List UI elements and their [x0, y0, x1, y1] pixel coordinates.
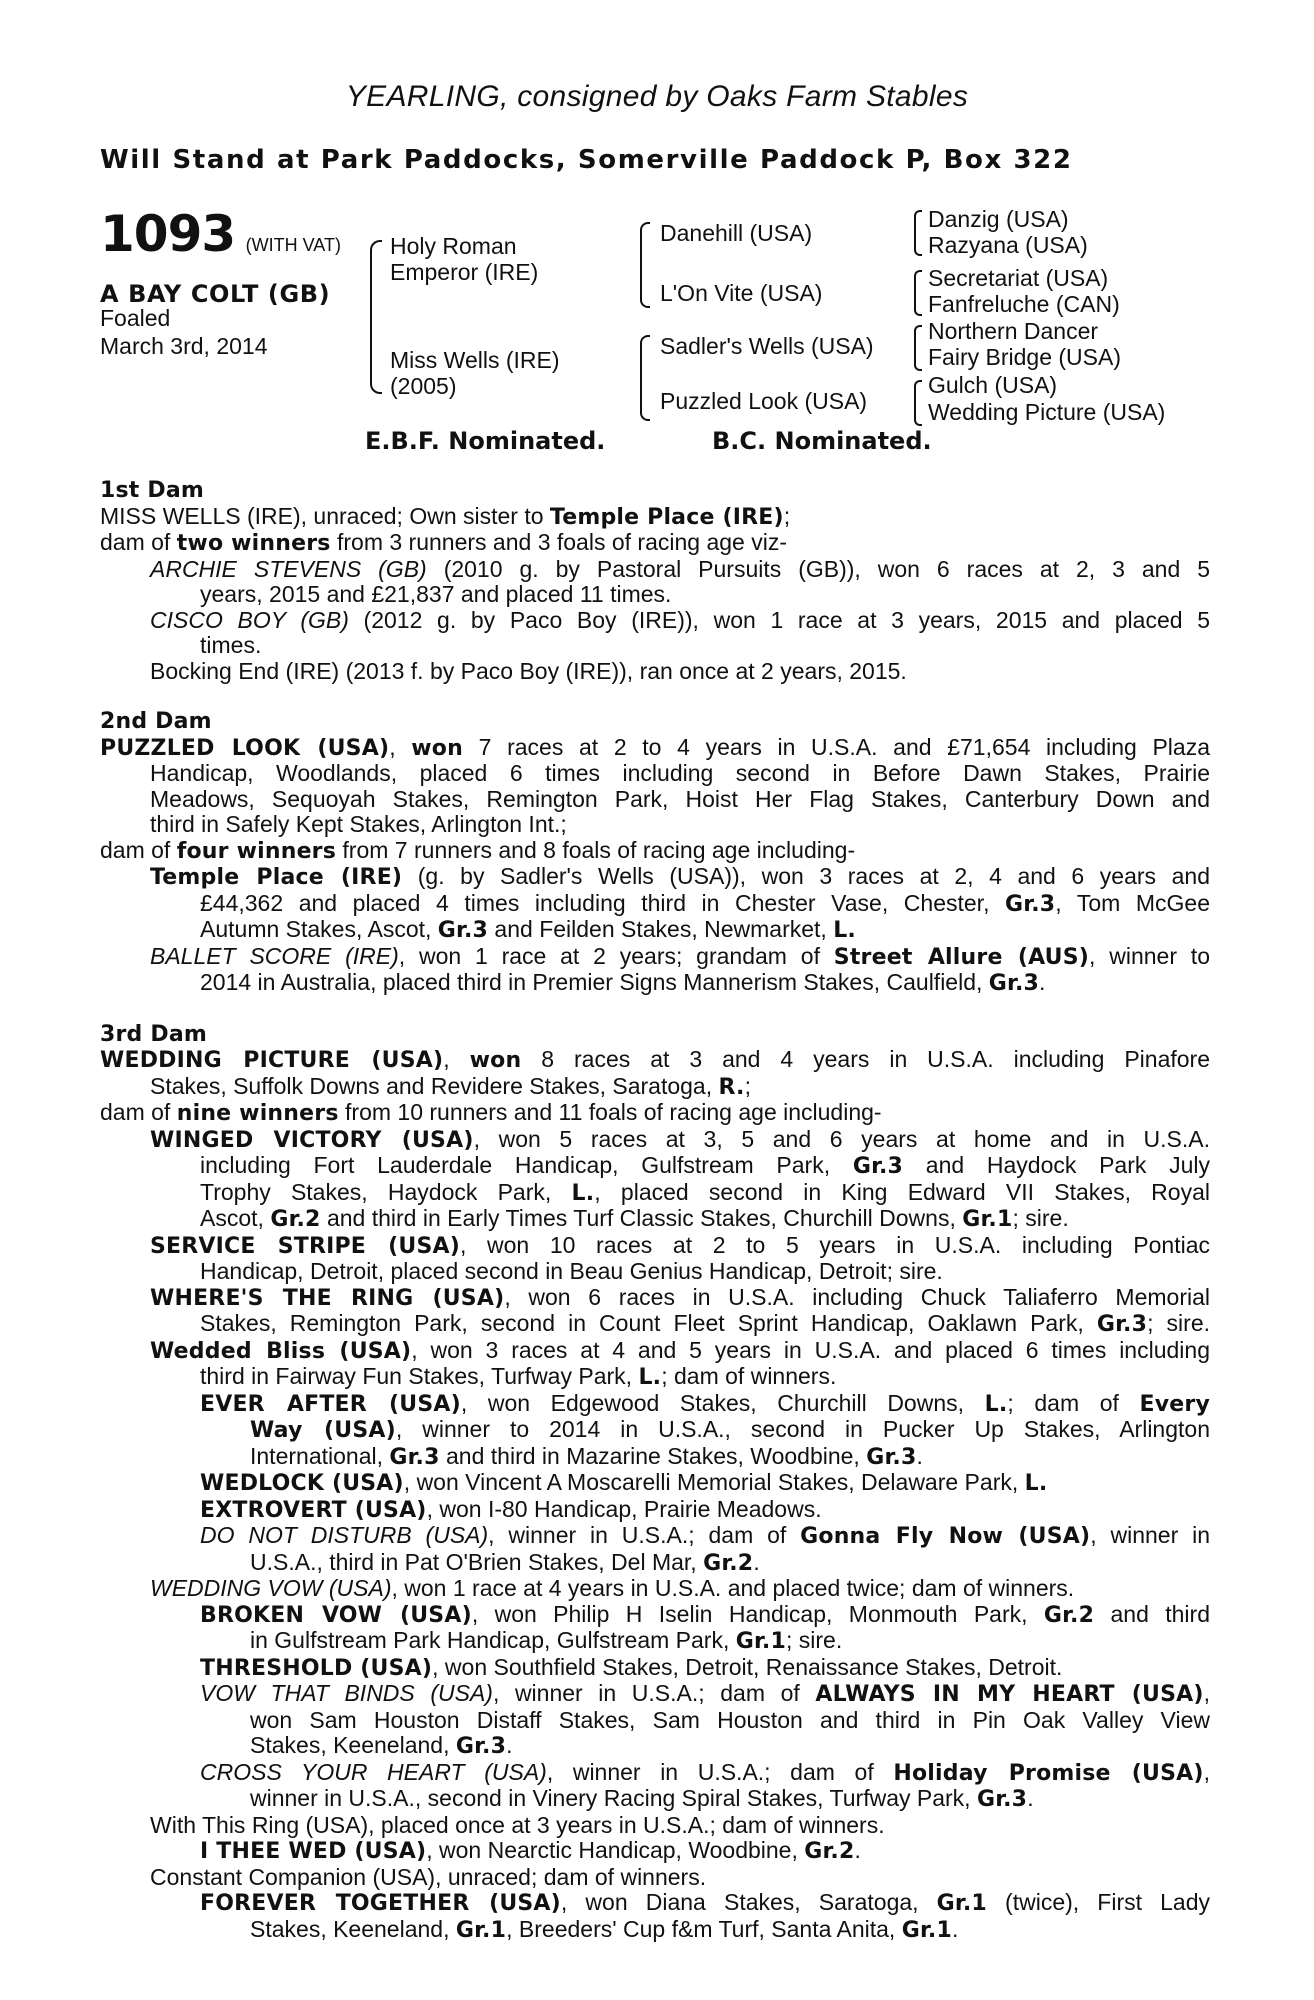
bold-text: FOREVER TOGETHER (USA): [200, 1891, 561, 1916]
text: ,: [389, 733, 412, 760]
bold-text: Gr.2: [270, 1207, 321, 1232]
bold-text: L.: [833, 918, 856, 943]
bold-text: Gr.3: [437, 918, 489, 943]
text: (2012 g. by Paco Boy (IRE)), won 1 race at 3 years, 2015 and placed 5: [348, 606, 1210, 633]
dam-sire: Sadler's Wells (USA): [660, 333, 874, 359]
text: , won 1 race at 4 years in U.S.A. and placed twice; dam of winners.: [391, 1575, 1075, 1601]
text: ; sire.: [1012, 1205, 1069, 1231]
italic-text: CROSS YOUR HEART (USA): [200, 1758, 547, 1785]
text: , won Diana Stakes, Saratoga,: [560, 1889, 937, 1915]
text: , won Nearctic Handicap, Woodbine,: [426, 1837, 805, 1863]
bold-text: Gr.2: [804, 1839, 855, 1864]
record-line: [100, 608, 1210, 634]
text: , placed second in King Edward VII Stakes, Royal: [594, 1178, 1210, 1205]
bold-text: EXTROVERT (USA): [200, 1497, 427, 1523]
gen3-2: Razyana (USA): [928, 232, 1088, 258]
gen3-4: Fanfreluche (CAN): [928, 291, 1120, 317]
text: from 7 runners and 8 foals of racing age including-: [336, 836, 856, 863]
record-line: [100, 1391, 1210, 1418]
text: .: [753, 1548, 760, 1575]
bold-text: Gr.3: [389, 1444, 440, 1470]
text: , winner in U.S.A.; dam of: [488, 1522, 801, 1548]
bold-text: Gr.1: [901, 1917, 952, 1943]
record-line: [100, 1311, 1210, 1338]
bold-text: EVER AFTER (USA): [200, 1391, 461, 1417]
record-line: [100, 1602, 1210, 1629]
record-line: [100, 659, 1210, 685]
lot-number: 1093: [100, 205, 236, 263]
bold-text: Gr.3: [1005, 891, 1056, 917]
record-line: [100, 1813, 1210, 1839]
text: dam of: [100, 529, 177, 555]
text: ; dam of winners.: [661, 1363, 837, 1389]
italic-text: DO NOT DISTURB (USA): [200, 1522, 489, 1548]
text: ,: [1203, 1680, 1210, 1706]
bold-text: 3rd Dam: [100, 1021, 207, 1047]
text: Trophy Stakes, Haydock Park,: [200, 1178, 572, 1205]
bold-text: SERVICE STRIPE (USA): [150, 1233, 460, 1259]
record-line: [100, 1233, 1210, 1260]
bold-text: I THEE WED (USA): [200, 1839, 427, 1864]
bold-text: L.: [1024, 1471, 1048, 1496]
bold-text: PUZZLED LOOK (USA): [100, 735, 390, 761]
record-line: [100, 812, 1210, 838]
text: , won Edgewood Stakes, Churchill Downs,: [460, 1389, 985, 1416]
foaled-info: [100, 304, 267, 360]
bold-text: Gr.2: [1043, 1602, 1095, 1628]
text: 8 races at 3 and 4 years in U.S.A. including Pinafore: [521, 1046, 1210, 1072]
text: , won 5 races at 3, 5 and 6 years at home and in U.S.A.: [473, 1125, 1210, 1152]
record-line: [100, 1708, 1210, 1734]
record-line: [100, 1100, 1210, 1127]
record-line: [100, 1074, 1210, 1101]
text: , Tom McGee: [1055, 889, 1210, 916]
record-line: [100, 1259, 1210, 1285]
bold-text: nine winners: [176, 1101, 339, 1126]
record-line: [100, 1733, 1210, 1760]
bold-text: won: [411, 735, 463, 761]
record-line: [100, 917, 1210, 944]
text: , won Southfield Stakes, Detroit, Renaissance Stakes, Detroit.: [432, 1653, 1063, 1680]
text: , winner to 2014 in U.S.A., second in Pucker Up Stakes, Arlington: [395, 1416, 1210, 1442]
text: , won Philip H Iselin Handicap, Monmouth Park,: [471, 1600, 1044, 1627]
foaled-label: Foaled: [100, 305, 171, 331]
pedigree-brace-dam: [640, 335, 650, 421]
section-heading: [100, 709, 1210, 735]
text: from 10 runners and 11 foals of racing age including-: [338, 1099, 882, 1125]
bold-text: WINGED VICTORY (USA): [150, 1127, 474, 1153]
text: winner in U.S.A., second in Vinery Racing Spiral Stakes, Turfway Park,: [250, 1785, 977, 1811]
text: , winner in: [1090, 1522, 1211, 1548]
bold-text: two winners: [176, 531, 331, 556]
record-line: [100, 735, 1210, 762]
sire-dam: L'On Vite (USA): [660, 280, 823, 306]
bold-text: four winners: [176, 838, 337, 864]
consignment-heading: YEARLING, consigned by Oaks Farm Stables: [345, 80, 969, 113]
record-line: [100, 1470, 1210, 1497]
record-line: [100, 557, 1210, 583]
text: Handicap, Detroit, placed second in Beau Genius Handicap, Detroit; sire.: [200, 1258, 943, 1284]
record-line: [100, 838, 1210, 865]
dam-dam: Puzzled Look (USA): [660, 388, 868, 414]
record-line: [100, 1760, 1210, 1787]
record-line: [100, 761, 1210, 787]
record-line: [100, 1890, 1210, 1917]
pedigree-brace-sire: [640, 222, 650, 308]
text: (g. by Sadler's Wells (USA)), won 3 races at 2, 4 and 6 years and: [402, 863, 1210, 889]
text: Autumn Stakes, Ascot,: [200, 916, 438, 942]
text: ,: [443, 1046, 470, 1072]
text: £44,362 and placed 4 times including third in Chester Vase, Chester,: [200, 889, 1006, 916]
record-line: [100, 1523, 1210, 1550]
bold-text: Gr.3: [988, 971, 1040, 996]
bold-text: Gr.1: [455, 1917, 507, 1943]
bold-text: Temple Place (IRE): [549, 504, 784, 530]
gen3-7: Gulch (USA): [928, 372, 1058, 398]
stand-location: Will Stand at Park Paddocks, Somerville Paddock P, Box 322: [100, 145, 1073, 175]
bold-text: WHERE'S THE RING (USA): [150, 1285, 505, 1311]
record-line: [100, 582, 1210, 608]
bold-text: Gr.1: [936, 1891, 987, 1916]
text: , won 1 race at 2 years; grandam of: [398, 942, 834, 969]
text: ;: [744, 1072, 751, 1099]
bold-text: ALWAYS IN MY HEART (USA): [815, 1682, 1204, 1707]
record-line: [100, 1047, 1210, 1074]
text: and third in Early Times Turf Classic Stakes, Churchill Downs,: [320, 1205, 963, 1231]
record-line: [100, 1127, 1210, 1154]
text: in Gulfstream Park Handicap, Gulfstream Park,: [250, 1627, 736, 1653]
text: , Breeders' Cup f&m Turf, Santa Anita,: [506, 1915, 902, 1942]
pedigree-brace-g3: [914, 325, 922, 371]
bold-text: R.: [718, 1074, 745, 1100]
text: Stakes, Keeneland,: [250, 1732, 456, 1758]
text: International,: [250, 1442, 390, 1469]
record-line: [100, 1444, 1210, 1471]
horse-name: A BAY COLT (GB): [100, 280, 331, 308]
record-line: [100, 504, 1210, 531]
text: 2014 in Australia, placed third in Premier Signs Mannerism Stakes, Caulfield,: [200, 969, 989, 995]
text: Meadows, Sequoyah Stakes, Remington Park, Hoist Her Flag Stakes, Canterbury Down and: [150, 785, 1210, 812]
text: dam of: [100, 1099, 177, 1125]
text: Stakes, Suffolk Downs and Revidere Stakes, Saratoga,: [150, 1072, 719, 1099]
pedigree-brace-g2: [914, 270, 922, 316]
text: third in Safely Kept Stakes, Arlington Int.;: [150, 811, 567, 837]
record-line: [100, 1153, 1210, 1180]
sire: Holy Roman Emperor (IRE): [390, 233, 539, 285]
text: ; dam of: [1007, 1389, 1140, 1416]
text: (twice), First Lady: [986, 1889, 1210, 1915]
section-heading: [100, 1022, 1210, 1048]
ebf-nomination: E.B.F. Nominated.: [365, 427, 606, 455]
text: times.: [200, 632, 262, 658]
spacer: [100, 997, 1210, 1022]
bold-text: Gr.3: [852, 1154, 904, 1179]
italic-text: ARCHIE STEVENS (GB): [150, 555, 427, 582]
record-line: [100, 1838, 1210, 1865]
text: and Feilden Stakes, Newmarket,: [488, 916, 834, 942]
bold-text: won: [469, 1048, 522, 1073]
text: , won 6 races in U.S.A. including Chuck Taliaferro Memorial: [504, 1283, 1210, 1310]
italic-text: CISCO BOY (GB): [150, 606, 349, 633]
text: .: [506, 1732, 513, 1758]
text: Stakes, Remington Park, second in Count Fleet Sprint Handicap, Oaklawn Park,: [200, 1310, 1097, 1336]
bold-text: Gr.3: [976, 1787, 1028, 1812]
pedigree-brace-main: [370, 240, 382, 394]
italic-text: BALLET SCORE (IRE): [150, 942, 399, 969]
foaled-date: March 3rd, 2014: [100, 333, 268, 359]
record-line: [100, 1655, 1210, 1682]
text: and third: [1094, 1600, 1210, 1627]
text: Stakes, Keeneland,: [250, 1915, 456, 1942]
bold-text: Gr.1: [735, 1629, 786, 1654]
text: , winner in U.S.A.; dam of: [546, 1758, 894, 1785]
text: won Sam Houston Distaff Stakes, Sam Houston and third in Pin Oak Valley View: [250, 1706, 1210, 1733]
text: , won Vincent A Moscarelli Memorial Stakes, Delaware Park,: [403, 1469, 1025, 1495]
text: .: [1039, 969, 1046, 995]
bold-text: Gr.2: [703, 1550, 754, 1576]
produce-record: [100, 478, 1210, 1943]
text: .: [1027, 1785, 1034, 1811]
text: , winner to: [1089, 942, 1210, 969]
text: .: [916, 1442, 923, 1469]
text: U.S.A., third in Pat O'Brien Stakes, Del Mar,: [250, 1548, 704, 1575]
text: 7 races at 2 to 4 years in U.S.A. and £71,654 including Plaza: [462, 733, 1211, 760]
text: Constant Companion (USA), unraced; dam of winners.: [150, 1863, 707, 1890]
text: MISS WELLS (IRE), unraced; Own sister to: [100, 502, 550, 529]
bold-text: 1st Dam: [100, 478, 205, 503]
record-line: [100, 530, 1210, 557]
bold-text: THRESHOLD (USA): [200, 1655, 433, 1681]
bold-text: Street Allure (AUS): [833, 944, 1090, 970]
gen3-3: Secretariat (USA): [928, 265, 1109, 291]
pedigree-brace-g4: [914, 380, 922, 426]
record-line: [100, 1206, 1210, 1233]
text: Bocking End (IRE) (2013 f. by Paco Boy (IRE)), ran once at 2 years, 2015.: [150, 657, 907, 684]
lot-number-block: [100, 205, 341, 263]
italic-text: WEDDING VOW (USA): [150, 1575, 392, 1601]
record-line: [100, 1285, 1210, 1312]
text: , won 3 races at 4 and 5 years in U.S.A. and placed 6 times including: [411, 1336, 1210, 1363]
record-line: [100, 1576, 1210, 1602]
bold-text: Holiday Promise (USA): [893, 1760, 1204, 1786]
bold-text: Gr.1: [962, 1207, 1013, 1232]
text: ,: [1203, 1758, 1210, 1785]
text: Ascot,: [200, 1205, 271, 1231]
text: With This Ring (USA), placed once at 3 years in U.S.A.; dam of winners.: [150, 1811, 885, 1838]
record-line: [100, 1550, 1210, 1577]
bold-text: L.: [638, 1365, 662, 1390]
record-line: [100, 1681, 1210, 1708]
text: , winner in U.S.A.; dam of: [492, 1680, 816, 1706]
gen3-8: Wedding Picture (USA): [928, 399, 1166, 425]
text: including Fort Lauderdale Handicap, Gulfstream Park,: [200, 1152, 853, 1178]
bold-text: WEDDING PICTURE (USA): [100, 1048, 444, 1073]
bold-text: Gonna Fly Now (USA): [800, 1524, 1091, 1549]
text: (2010 g. by Pastoral Pursuits (GB)), won 6 races at 2, 3 and 5: [426, 555, 1210, 582]
text: ; sire.: [785, 1627, 843, 1653]
bold-text: Gr.3: [1096, 1312, 1148, 1337]
text: from 3 runners and 3 foals of racing age viz-: [330, 529, 787, 555]
text: ; sire.: [1147, 1310, 1211, 1336]
gen3-1: Danzig (USA): [928, 206, 1069, 232]
record-line: [100, 944, 1210, 971]
dam: Miss Wells (IRE) (2005): [390, 347, 560, 399]
record-line: [100, 864, 1210, 891]
bold-text: Wedded Bliss (USA): [150, 1338, 412, 1364]
record-line: [100, 787, 1210, 813]
text: .: [951, 1915, 959, 1942]
bold-text: L.: [571, 1180, 595, 1206]
bc-nomination: B.C. Nominated.: [712, 427, 932, 455]
gen3-6: Fairy Bridge (USA): [928, 344, 1121, 370]
record-line: [100, 1865, 1210, 1891]
text: .: [854, 1837, 861, 1863]
bold-text: BROKEN VOW (USA): [200, 1602, 472, 1628]
text: dam of: [100, 836, 177, 863]
record-line: [100, 1364, 1210, 1391]
bold-text: L.: [984, 1391, 1008, 1417]
text: years, 2015 and £21,837 and placed 11 times.: [200, 581, 672, 607]
record-line: [100, 1628, 1210, 1655]
bold-text: Way (USA): [250, 1418, 396, 1443]
bold-text: Gr.3: [455, 1734, 507, 1759]
record-line: [100, 1338, 1210, 1365]
bold-text: WEDLOCK (USA): [200, 1471, 404, 1496]
record-line: [100, 970, 1210, 997]
record-line: [100, 633, 1210, 659]
section-heading: [100, 478, 1210, 504]
text: , won I-80 Handicap, Prairie Meadows.: [426, 1495, 822, 1522]
vat-note: (WITH VAT): [245, 235, 341, 255]
bold-text: Every: [1139, 1391, 1210, 1417]
italic-text: VOW THAT BINDS (USA): [200, 1680, 493, 1706]
record-line: [100, 1786, 1210, 1813]
record-line: [100, 1917, 1210, 1944]
sire-sire: Danehill (USA): [660, 220, 813, 246]
spacer: [100, 684, 1210, 709]
record-line: [100, 1497, 1210, 1524]
text: and third in Mazarine Stakes, Woodbine,: [439, 1442, 867, 1469]
text: Handicap, Woodlands, placed 6 times including second in Before Dawn Stakes, Prairie: [150, 760, 1210, 786]
record-line: [100, 1417, 1210, 1444]
text: third in Fairway Fun Stakes, Turfway Park,: [200, 1363, 639, 1389]
bold-text: Temple Place (IRE): [150, 865, 403, 890]
text: ;: [783, 502, 791, 529]
record-line: [100, 891, 1210, 918]
pedigree-brace-g1: [914, 210, 922, 256]
bold-text: 2nd Dam: [100, 709, 212, 734]
gen3-5: Northern Dancer: [928, 318, 1099, 344]
text: , won 10 races at 2 to 5 years in U.S.A. including Pontiac: [459, 1231, 1210, 1258]
record-line: [100, 1180, 1210, 1207]
bold-text: Gr.3: [866, 1444, 917, 1470]
text: and Haydock Park July: [903, 1152, 1210, 1178]
